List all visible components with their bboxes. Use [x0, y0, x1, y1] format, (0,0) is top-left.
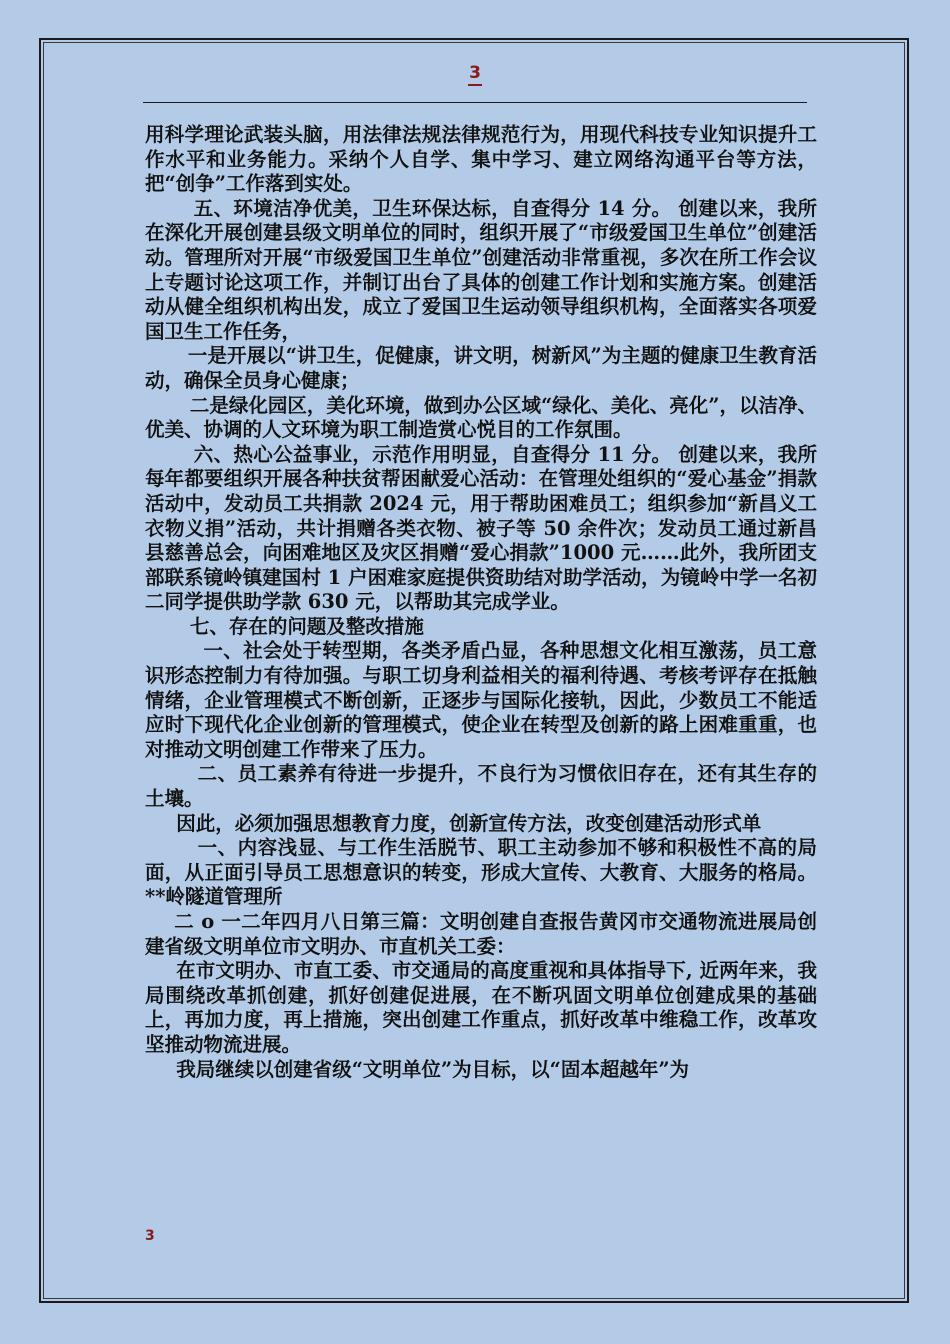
body-paragraph: 一、内容浅显、与工作生活脱节、职工主动参加不够和积极性不高的局面，从正面引导员工思想意识的转变，形成大宣传、大教育、大服务的格局。**岭隧道管理所: [145, 836, 817, 909]
body-paragraph: 七、存在的问题及整改措施: [189, 614, 424, 638]
body-paragraph: 在市文明办、市直工委、市交通局的高度重视和具体指导下, 近两年来，我局围绕改革抓创建，抓好创建促进展，在不断巩固文明单位创建成果的基础上，再加力度，再上措施，突出创建工作重点，抓好改革中维稳工作，改革攻坚推动物流进展。: [145, 959, 817, 1056]
document-body: [145, 123, 817, 1082]
body-paragraph: 因此，必须加强思想教育力度，创新宣传方法，改变创建活动形式单: [176, 811, 762, 835]
body-paragraph: 二 o 一二年四月八日第三篇：文明创建自查报告黄冈市交通物流进展局创建省级文明单位市文明办、市直机关工委：: [145, 910, 817, 958]
body-paragraph: 一、社会处于转型期，各类矛盾凸显，各种思想文化相互激荡，员工意识形态控制力有待加强。与职工切身利益相关的福利待遇、考核考评存在抵触情绪，企业管理模式不断创新，正逐步与国际化接轨，因此，少数员工不能适应时下现代化企业创新的管理模式，使企业在转型及创新的路上困难重重，也对推动文明创建工作带来了压力。: [145, 639, 817, 761]
footer-page-number: 3: [145, 1228, 155, 1244]
body-paragraph: 二、员工素养有待进一步提升，不良行为习惯依旧存在，还有其生存的土壤。: [145, 762, 817, 811]
body-paragraph: 五、环境洁净优美，卫生环保达标，自查得分 14 分。 创建以来，我所在深化开展创建县级文明单位的同时，组织开展了“市级爱国卫生单位”创建活动。管理所对开展“市级爱国卫生单位”创建活动非常重视，多次在所工作会议上专题讨论这项工作，并制订出台了具体的创建工作计划和实施方案。创建活动从健全组织机构出发，成立了爱国卫生运动领导组织机构，全面落实各项爱国卫生工作任务，: [145, 196, 817, 343]
header-rule: [143, 102, 807, 103]
body-paragraph: 六、热心公益事业，示范作用明显，自查得分 11 分。 创建以来，我所每年都要组织开展各种扶贫帮困献爱心活动：在管理处组织的“爱心基金”捐款活动中，发动员工共捐款 2024 元，用于帮助困难员工；组织参加“新昌义工衣物义捐”活动，共计捐赠各类衣物、被子等 50 余件次；发动员工通过新昌县慈善总会，向困难地区及灾区捐赠“爱心捐款”1000 元……此外，我所团支部联系镜岭镇建国村 1 户困难家庭提供资助结对助学活动，为镜岭中学一名初二同学提供助学款 630 元，以帮助其完成学业。: [145, 442, 817, 614]
body-paragraph: 我局继续以创建省级“文明单位”为目标，以“固本超越年”为: [176, 1057, 690, 1081]
body-paragraph: 一是开展以“讲卫生，促健康，讲文明，树新风”为主题的健康卫生教育活动，确保全员身心健康；: [145, 344, 817, 392]
header-page-number: 3: [0, 62, 950, 86]
body-paragraph: 用科学理论武装头脑，用法律法规法律规范行为，用现代科技专业知识提升工作水平和业务能力。采纳个人自学、集中学习、建立网络沟通平台等方法，把“创争”工作落到实处。: [145, 123, 817, 196]
body-paragraph: 二是绿化园区，美化环境，做到办公区域“绿化、美化、亮化”，以洁净、优美、协调的人文环境为职工制造赏心悦目的工作氛围。: [145, 393, 817, 442]
